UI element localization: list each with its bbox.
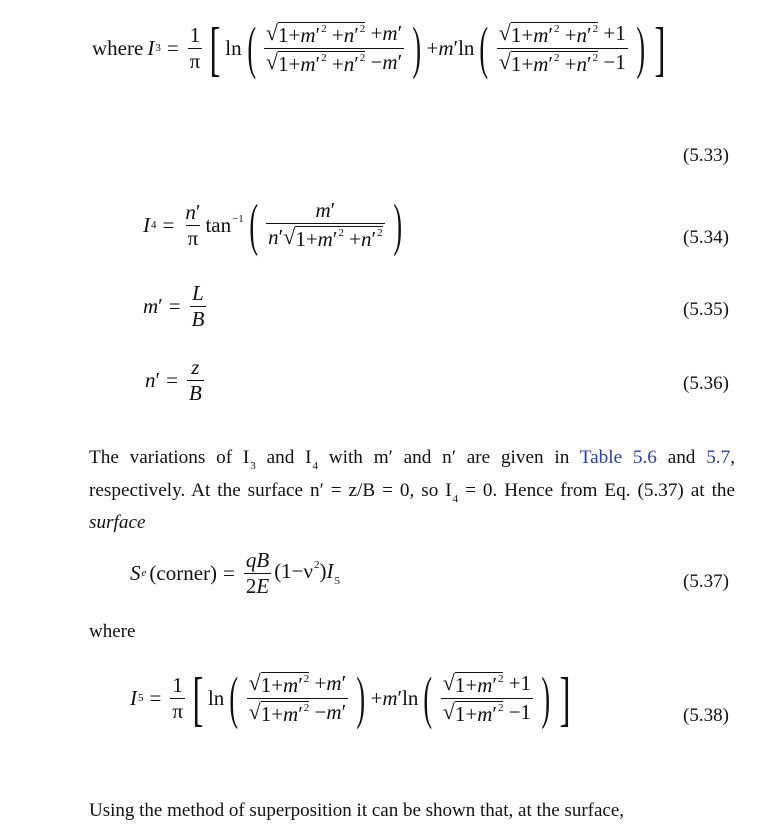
where-text: where bbox=[89, 621, 136, 642]
equation-number-5-33: (5.33) bbox=[683, 145, 729, 166]
equation-5-34: I 4 = $\frac{n'}{\pi}$ $\tan^{-1}$ ( m′ n′ √ $1+m'^2 +n'^2$ ) bbox=[143, 191, 402, 257]
equation-number-5-36: (5.36) bbox=[683, 373, 729, 394]
equation-5-36: n ′ = $\frac{z}{B}$ bbox=[145, 355, 202, 405]
equation-5-33: where I 3 = $\frac{1}{\pi}$ [ ln ( √ $1+m'^2 +n'^2$ +m′ √ $1+m'^2 +n'^2$ −m′ ) +m′ln ( √ $1+m'^2 +n'^2$ +1 √ $1+m'^2 +n'^2$ −1 ) ] bbox=[92, 15, 666, 82]
table-5-6-link[interactable]: Table 5.6 bbox=[579, 447, 657, 468]
equation-5-37: S e (corner) = $\frac{qB}{2E}$ $(1-\nu^2)I_5$ bbox=[130, 548, 341, 598]
equation-5-35: m ′ = $\frac{L}{B}$ bbox=[143, 281, 205, 331]
equation-number-5-37: (5.37) bbox=[683, 571, 729, 592]
equation-number-5-35: (5.35) bbox=[683, 299, 729, 320]
where-label: where bbox=[92, 36, 144, 60]
equation-number-5-34: (5.34) bbox=[683, 227, 729, 248]
closing-sentence: Using the method of superposition it can be shown that, at the surface, bbox=[89, 800, 625, 821]
body-paragraph: The variations of $I_3$ and $I_4$ with m′ and n′ are given in Table 5.6 and 5.7, respectively. At the surface n′ = z/B = 0, so $I_4 = 0$. Hence from Eq. (5.37) at the surface bbox=[89, 447, 736, 533]
table-5-7-link[interactable]: 5.7 bbox=[706, 447, 731, 468]
equation-5-38: I 5 = $\frac{1}{\pi}$ [ ln ( √ $1+m'^2$ +m′ √ $1+m'^2$ −m′ ) +m′ln ( √ $1+m'^2$ +1 √ $1+m'^2$ −1 ) ] bbox=[130, 665, 571, 732]
equation-number-5-38: (5.38) bbox=[683, 705, 729, 726]
